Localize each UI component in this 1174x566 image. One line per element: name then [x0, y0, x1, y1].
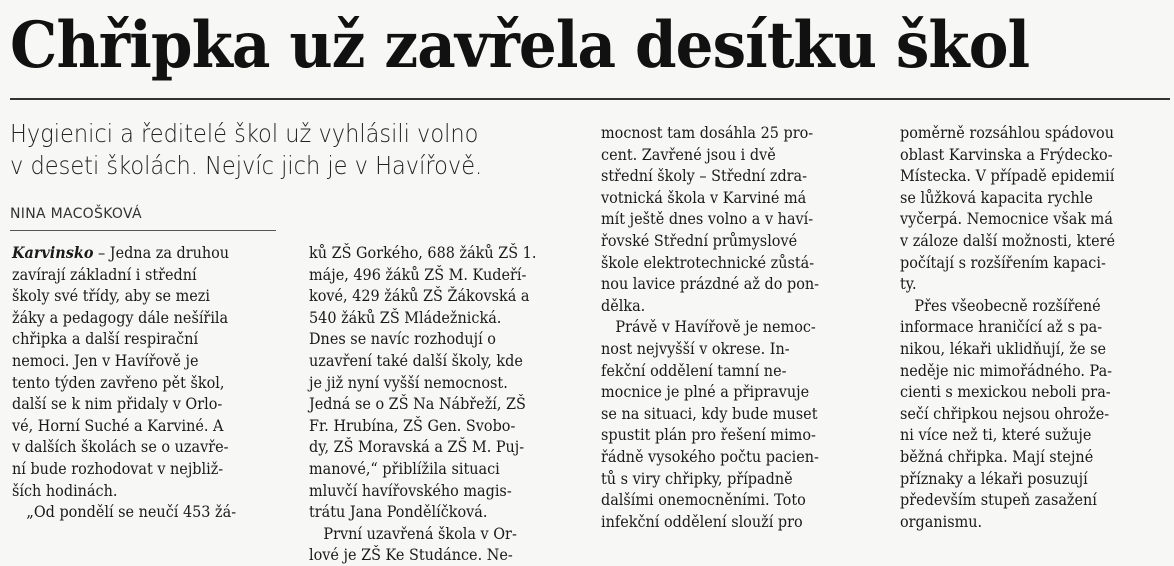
text-line: mít ještě dnes volno a v haví-	[601, 209, 814, 229]
text-line: ní bude rozhodovat v nejbliž-	[12, 458, 224, 478]
text-line: nou lavice prázdné až do pon-	[601, 274, 819, 294]
text-line: Dnes se navíc rozhodují o	[309, 329, 496, 349]
article-column-3	[601, 122, 876, 532]
text-line: ších hodinách.	[12, 480, 118, 500]
text-line: v dalších školách se o uzavře-	[12, 437, 229, 457]
text-line: střední školy – Střední zdra-	[601, 166, 808, 186]
text-line: votnická škola v Karviné má	[601, 187, 807, 207]
text-line: uzavření také další školy, kde	[309, 350, 523, 370]
text-line: se na situaci, kdy bude muset	[601, 403, 818, 423]
text-line: spustit plán pro řešení mimo-	[601, 425, 816, 445]
article-column-1	[12, 242, 280, 523]
text-line: ty.	[900, 274, 917, 294]
text-line: organismu.	[900, 511, 983, 531]
text-line: Místecka. V případě epidemií	[900, 166, 1115, 186]
text-line: lové je ZŠ Ke Studánce. Ne-	[309, 545, 513, 565]
text-line: ků ZŠ Gorkého, 688 žáků ZŠ 1.	[309, 243, 537, 262]
headline: Chřipka už zavřela desítku škol	[10, 8, 1030, 83]
text-line: mocnost tam dosáhla 25 pro-	[601, 123, 814, 142]
subhead-line: Hygienici a ředitelé škol už vyhlásili volno	[10, 119, 479, 148]
text-line: další se k nim přidaly v Orlo-	[12, 394, 223, 414]
text-line: mocnice je plné a připravuje	[601, 382, 810, 402]
byline-rule	[10, 230, 276, 231]
text-line: škole elektrotechnické zůstá-	[601, 252, 815, 272]
text-line: v záloze další možnosti, které	[900, 230, 1116, 250]
text-line: tento týden zavřeno pět škol,	[12, 372, 225, 392]
text-line: dy, ZŠ Moravská a ZŠ M. Puj-	[309, 437, 525, 457]
text-line: manové,“ přiblížila situaci	[309, 458, 500, 478]
text-line: trátu Jana Pondělíčková.	[309, 502, 488, 522]
text-line: „Od pondělí se neučí 453 žá-	[26, 502, 237, 522]
text-line: ni více než ti, které sužuje	[900, 425, 1092, 445]
text-line: cent. Zavřené jsou i dvě	[601, 144, 776, 164]
text-line: Jedná se o ZŠ Na Nábřeží, ZŠ	[309, 394, 526, 414]
text-line: neděje nic mimořádného. Pa-	[900, 360, 1113, 380]
text-line: především stupeň zasažení	[900, 490, 1097, 510]
text-line: Karvinsko – Jedna za druhou	[12, 243, 230, 262]
article-column-2	[309, 242, 577, 566]
text-line: fekční oddělení tamní ne-	[601, 360, 787, 380]
text-line: žáky a pedagogy dále nešířila	[12, 307, 229, 327]
text-line: je již nyní vyšší nemocnost.	[309, 372, 508, 392]
text-line: zavírají základní i střední	[12, 264, 197, 284]
subheadline	[10, 118, 523, 182]
text-line: oblast Karvinska a Frýdecko-	[900, 144, 1113, 164]
text-line: poměrně rozsáhlou spádovou	[900, 123, 1115, 142]
text-line: Právě v Havířově je nemoc-	[615, 317, 816, 337]
text-line: běžná chřipka. Mají stejné	[900, 446, 1094, 466]
text-line: cienti s mexickou neboli pra-	[900, 382, 1111, 402]
text-line: První uzavřená škola v Or-	[323, 523, 517, 543]
text-line: vé, Horní Suché a Karviné. A	[12, 415, 224, 435]
text-line: chřipka a další respirační	[12, 329, 199, 349]
text-line: nikou, lékaři uklidňují, že se	[900, 338, 1107, 358]
subhead-line: v deseti školách. Nejvíc jich je v Havířově.	[10, 151, 483, 180]
author-byline: NINA MACOŠKOVÁ	[10, 206, 142, 222]
text-line: nost nejvyšší v okrese. In-	[601, 338, 790, 358]
text-line: řovské Střední průmyslové	[601, 230, 798, 250]
text-line: infekční oddělení slouží pro	[601, 511, 803, 531]
text-line: tů s viry chřipky, případně	[601, 468, 793, 488]
text-line: informace hraničící až s pa-	[900, 317, 1103, 337]
text-line: školy své třídy, aby se mezi	[12, 286, 210, 306]
text-line: vyčerpá. Nemocnice však má	[900, 209, 1113, 229]
text-line: kové, 429 žáků ZŠ Žákovská a	[309, 286, 530, 306]
text-line: dělka.	[601, 295, 646, 315]
text-line: se lůžková kapacita rychle	[900, 187, 1093, 207]
text-line: máje, 496 žáků ZŠ M. Kudeří-	[309, 264, 527, 284]
text-line: Fr. Hrubína, ZŠ Gen. Svobo-	[309, 415, 516, 435]
text-line: počítají s rozšířením kapaci-	[900, 252, 1106, 272]
text-line: sečí chřipkou nejsou ohrože-	[900, 403, 1110, 423]
text-line: řádně vysokého počtu pacien-	[601, 446, 819, 466]
article-column-4	[900, 122, 1170, 532]
text-line: dalšími onemocněními. Toto	[601, 490, 806, 510]
text-line: Přes všeobecně rozšířené	[914, 295, 1101, 315]
text-line: 540 žáků ZŠ Mládežnická.	[309, 307, 502, 327]
headline-rule	[10, 98, 1170, 100]
text-line: mluvčí havířovského magis-	[309, 480, 512, 500]
text-line: nemoci. Jen v Havířově je	[12, 350, 199, 370]
dateline: Karvinsko	[12, 243, 94, 262]
text-line: příznaky a lékaři posuzují	[900, 468, 1088, 488]
